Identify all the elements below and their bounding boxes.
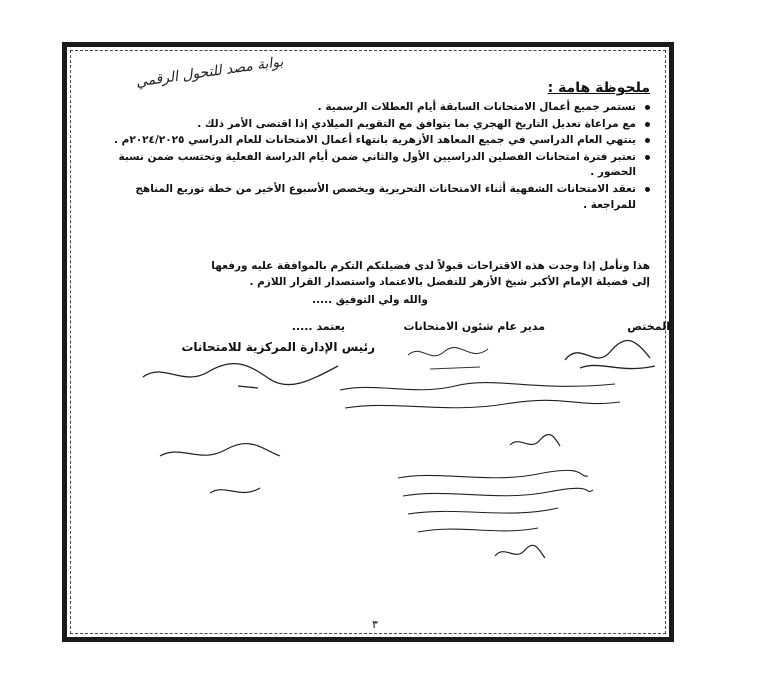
- page-number: ٣: [372, 618, 378, 631]
- list-item: تعتبر فترة امتحانات الفصلين الدراسيين الأول والثاني ضمن أيام الدراسة الفعلية وتحتسب ضمن نسبة الحضور .: [95, 150, 650, 181]
- closing-line-1: هذا ونأمل إذا وجدت هذه الاقتراحات قبولاً لدى فضيلتكم التكرم بالموافقة عليه ورفعها: [211, 260, 650, 272]
- bullet-icon: [645, 155, 650, 160]
- list-item: تستمر جميع أعمال الامتحانات السابقة أيام العطلات الرسمية .: [95, 100, 650, 116]
- handwritten-note-1: [335, 378, 625, 428]
- watermark-text: بوابة مصد للتحول الرقمي: [134, 53, 285, 91]
- specialist-signature: [560, 330, 670, 380]
- list-item: تعقد الامتحانات الشفهية أثناء الامتحانات التحريرية ويخصص الأسبوع الأخير من خطة توزيع المناهج للمراجعة .: [95, 182, 650, 213]
- head-central-administration-label: رئيس الإدارة المركزية للامتحانات: [181, 340, 375, 354]
- bullet-icon: [645, 105, 650, 110]
- head-signature-date: [138, 352, 348, 392]
- notice-bullet-list: [95, 100, 650, 214]
- closing-paragraph: [90, 258, 650, 308]
- handwritten-signature-bottom: [490, 538, 550, 568]
- bullet-icon: [645, 122, 650, 127]
- closing-greeting: والله ولي التوفيق .....: [312, 294, 428, 306]
- bullet-icon: [645, 138, 650, 143]
- bullet-icon: [645, 187, 650, 192]
- notice-title: ملحوظة هامة :: [547, 80, 650, 96]
- specialist-label: المختص: [627, 320, 670, 333]
- list-item: ينتهي العام الدراسي في جميع المعاهد الأزهرية بانتهاء أعمال الامتحانات للعام الدراسي ٢٠٢٤/٢٠٢٥م .: [95, 133, 650, 149]
- director-general-label: مدير عام شئون الامتحانات: [403, 320, 545, 333]
- director-signature: [400, 335, 520, 375]
- list-item: مع مراعاة تعديل التاريخ الهجري بما يتوافق مع التقويم الميلادي إذا اقتضى الأمر ذلك .: [95, 117, 650, 133]
- approved-label: يعتمد .....: [291, 320, 345, 333]
- handwritten-note-2: [150, 438, 290, 508]
- closing-line-2: إلى فضيلة الإمام الأكبر شيخ الأزهر للتفضل بالاعتماد واستصدار القرار اللازم .: [249, 276, 650, 288]
- handwritten-initial: [505, 430, 565, 455]
